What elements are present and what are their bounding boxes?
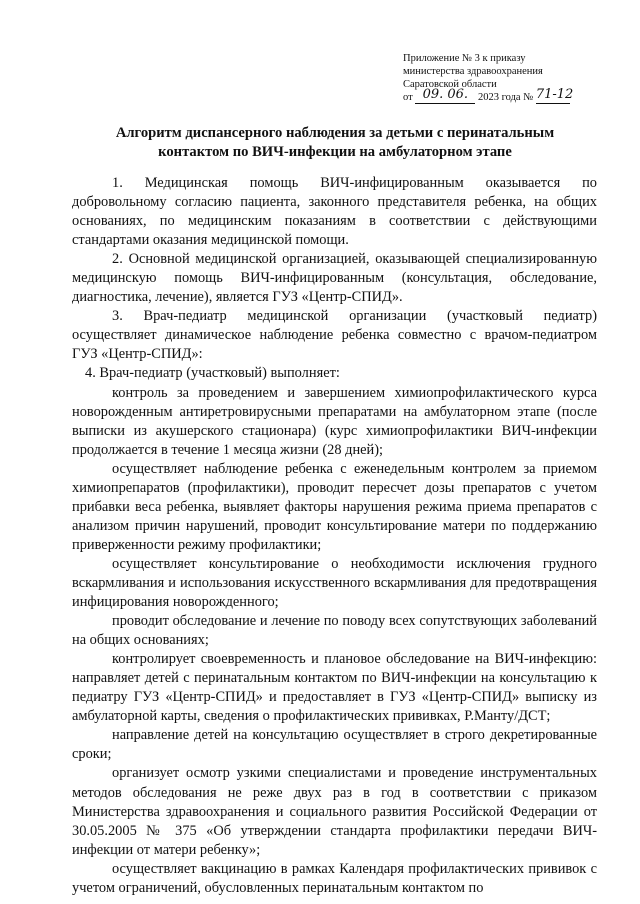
title-line-2: контактом по ВИЧ-инфекции на амбулаторном этапе [158,144,512,160]
number-field [535,87,574,104]
list-item-6: направление детей на консультацию осуществляет в строго декретированные сроки; [72,727,597,763]
list-item-8: осуществляет вакцинацию в рамках Календаря профилактических прививок с учетом ограничений, обусловленных перинатальным контактом по [72,860,597,896]
appendix-header [403,52,628,104]
date-suffix: 2023 года № [477,92,534,103]
list-item-4: проводит обследование и лечение по поводу всех сопутствующих заболеваний на общих основаниях; [72,613,597,649]
title-line-1: Алгоритм диспансерного наблюдения за детьми с перинатальным [115,125,555,141]
list-item-1: контроль за проведением и завершением химиопрофилактического курса новорожденным антиретровирусными препаратами на амбулаторном этапе (после выписки из акушерского стационара) (курс химиопрофилактики ВИЧ-инфекции продолжается в течение 1 месяца жизни (28 дней); [72,384,597,458]
header-date-line [403,87,628,104]
document-title [70,124,600,162]
paragraph-4: 4. Врач-педиатр (участковый) выполняет: [85,365,340,382]
header-line-2: министерства здравоохранения [403,66,543,77]
list-item-7: организует осмотр узкими специалистами и проведение инструментальных методов обследования не реже двух раз в год в соответствии с приказом Министерства здравоохранения и социального развития Российской Федерации от 30.05.2005 № 375 «Об утверждении стандарта профилактики передачи ВИЧ-инфекции от матери ребенку»; [72,765,597,858]
paragraph-3: 3. Врач-педиатр медицинской организации (участковый педиатр) осуществляет динамическое наблюдение ребенка совместно с врачом-педиатром ГУЗ «Центр-СПИД»: [72,308,597,363]
header-line-3: Саратовской области [403,79,497,90]
document-body [72,174,597,898]
paragraph-1: 1. Медицинская помощь ВИЧ-инфицированным оказывается по добровольному согласию пациента, законного представителя ребенка, на общих основаниях, по медицинским показаниям в соответствии с действующими стандартами оказания медицинской помощи. [72,175,597,249]
date-prefix: от [403,92,413,103]
date-field [415,87,475,104]
list-item-3: осуществляет консультирование о необходимости исключения грудного вскармливания и использования искусственного вскармливания для предотвращения инфицирования новорожденного; [72,555,597,611]
list-item-2: осуществляет наблюдение ребенка с еженедельным контролем за приемом химиопрепаратов (профилактики), проводит пересчет дозы препаратов с учетом прибавки веса ребенка, выявляет факторы нарушения режима приема препаратов с анализом причин нарушений, проводит консультирование матери по поддержанию приверженности режиму профилактики; [72,460,597,553]
list-item-5: контролирует своевременность и плановое обследование на ВИЧ-инфекцию: направляет детей с перинатальным контактом по ВИЧ-инфекции на консультацию к педиатру ГУЗ «Центр-СПИД» и предоставляет в ГУЗ «Центр-СПИД» выписку из амбулаторной карты, сведения о профилактических прививках, Р.Манту/ДСТ; [72,651,597,725]
handwritten-date: 09. 06. [422,87,469,102]
handwritten-number: 71-12 [535,87,574,102]
paragraph-2: 2. Основной медицинской организацией, оказывающей специализированную медицинскую помощь ВИЧ-инфицированным (консультация, обследование, диагностика, лечение), является ГУЗ «Центр-СПИД». [72,251,597,306]
header-line-1: Приложение № 3 к приказу [403,53,526,64]
